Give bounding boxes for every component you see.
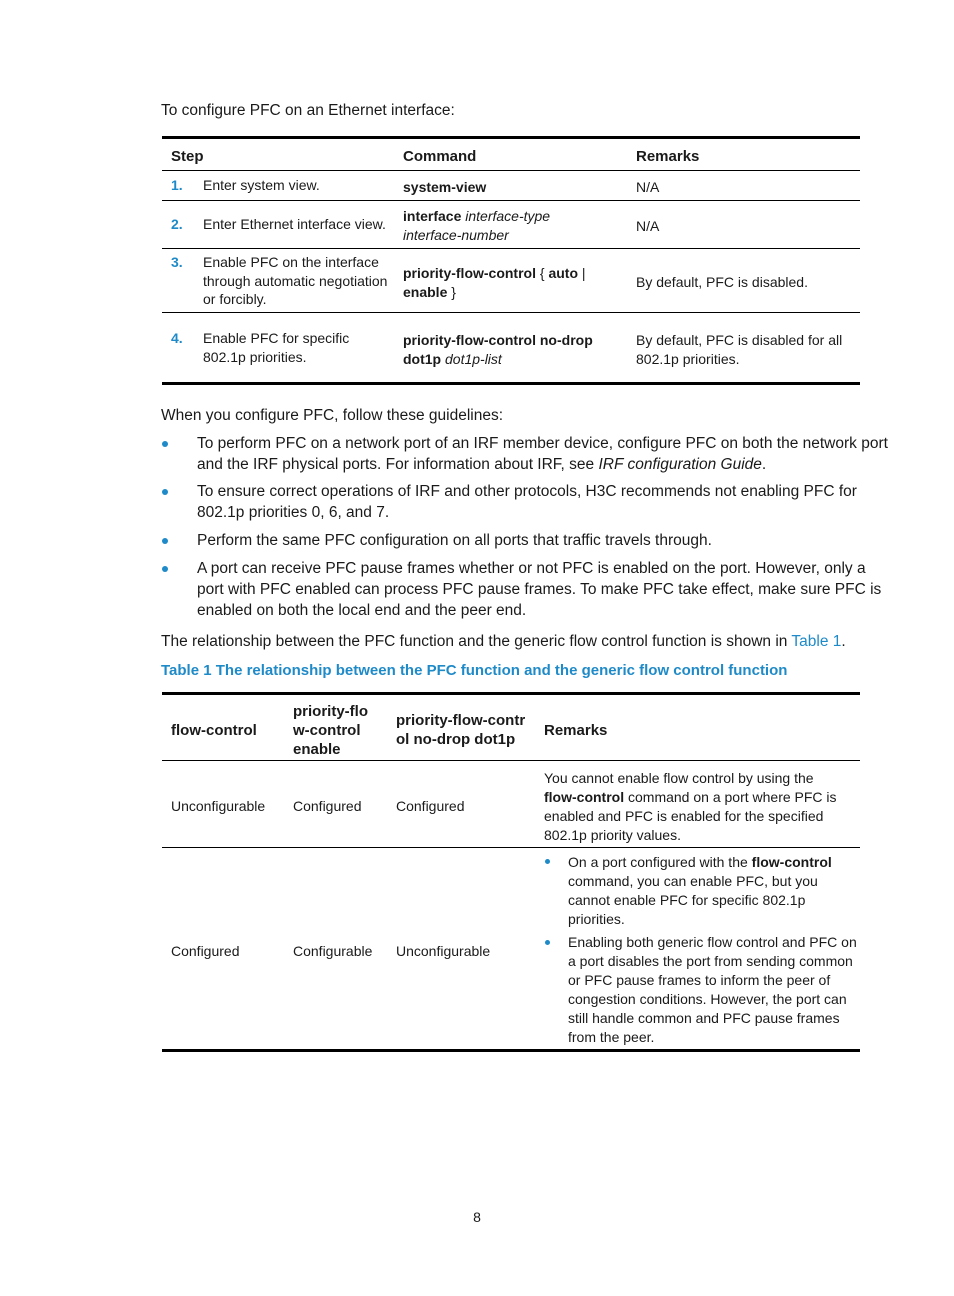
- list-item: A port can receive PFC pause frames whether or not PFC is enabled on the port. However, only a port with PFC enabled can process PFC pause frames. To make PFC take effect, make sure PFC is enabled on both the local end and the peer end.: [197, 560, 882, 619]
- row-divider: [162, 312, 860, 313]
- table-caption: Table 1 The relationship between the PFC function and the generic flow control function: [161, 662, 788, 679]
- step-description: Enable PFC for specific 802.1p priorities.: [203, 330, 350, 365]
- col-header-command: Command: [403, 148, 477, 165]
- step-command: priority-flow-control { auto | enable }: [403, 265, 586, 300]
- step-remarks: By default, PFC is disabled.: [636, 274, 808, 290]
- step-number: 3.: [171, 254, 183, 270]
- step-command: system-view: [403, 179, 487, 195]
- col-header-pfc-enable: priority-flo w-control enable: [293, 703, 368, 758]
- col-header-remarks: Remarks: [544, 722, 608, 739]
- cell-remarks: You cannot enable flow control by using the flow-control command on a port where PFC is enabled and PFC is enabled for the specified 802.1p priority values.: [544, 770, 837, 843]
- row-divider: [162, 847, 860, 848]
- cell-flow-control: Unconfigurable: [171, 798, 266, 814]
- step-number: 4.: [171, 330, 183, 346]
- intro-text: To configure PFC on an Ethernet interface:: [161, 102, 455, 119]
- row-divider: [162, 200, 860, 201]
- row-divider: [162, 760, 860, 761]
- list-item: To perform PFC on a network port of an IRF member device, configure PFC on both the network port and the IRF physical ports. For information about IRF, see IRF configuration Guide.: [197, 435, 888, 473]
- guidelines-intro: When you configure PFC, follow these guidelines:: [161, 407, 504, 424]
- step-command: priority-flow-control no-drop dot1p dot1p-list: [403, 332, 593, 367]
- table-top-rule: [162, 136, 860, 139]
- step-number: 1.: [171, 177, 183, 193]
- bullet-icon: [545, 859, 550, 864]
- step-number: 2.: [171, 216, 183, 232]
- cell-flow-control: Configured: [171, 943, 240, 959]
- table-1-link[interactable]: Table 1: [791, 633, 842, 650]
- list-item: To ensure correct operations of IRF and other protocols, H3C recommends not enabling PFC for 802.1p priorities 0, 6, and 7.: [197, 483, 857, 521]
- row-divider: [162, 248, 860, 249]
- step-remarks: N/A: [636, 179, 660, 195]
- table-bottom-rule: [162, 1049, 860, 1052]
- bullet-icon: [162, 441, 168, 447]
- relationship-text: The relationship between the PFC function and the generic flow control function is shown in Table 1.: [161, 633, 846, 650]
- step-description: Enter Ethernet interface view.: [203, 216, 386, 232]
- list-item: On a port configured with the flow-control command, you can enable PFC, but you cannot enable PFC for specific 802.1p priorities.: [568, 854, 832, 927]
- bullet-icon: [545, 940, 550, 945]
- step-remarks: N/A: [636, 218, 660, 234]
- cell-pfc-enable: Configured: [293, 798, 362, 814]
- row-divider: [162, 170, 860, 171]
- cell-pfc-no-drop: Configured: [396, 798, 465, 814]
- col-header-flow-control: flow-control: [171, 722, 257, 739]
- cell-pfc-enable: Configurable: [293, 943, 373, 959]
- col-header-step: Step: [171, 148, 204, 165]
- list-item: Perform the same PFC configuration on all ports that traffic travels through.: [197, 532, 712, 549]
- table-top-rule: [162, 692, 860, 695]
- bullet-icon: [162, 538, 168, 544]
- step-description: Enable PFC on the interface through automatic negotiation or forcibly.: [203, 254, 388, 307]
- page-number: 8: [473, 1209, 481, 1225]
- bullet-icon: [162, 566, 168, 572]
- cell-pfc-no-drop: Unconfigurable: [396, 943, 491, 959]
- step-command: interface interface-type interface-number: [403, 208, 551, 243]
- step-description: Enter system view.: [203, 177, 320, 193]
- list-item: Enabling both generic flow control and PFC on a port disables the port from sending common or PFC pause frames to inform the peer of congestion conditions. However, the port can still handle common and PFC pause frames from the peer.: [568, 934, 857, 1045]
- col-header-remarks: Remarks: [636, 148, 700, 165]
- step-remarks: By default, PFC is disabled for all 802.1p priorities.: [636, 332, 843, 367]
- bullet-icon: [162, 489, 168, 495]
- table-bottom-rule: [162, 382, 860, 385]
- col-header-pfc-no-drop: priority-flow-contr ol no-drop dot1p: [396, 712, 526, 748]
